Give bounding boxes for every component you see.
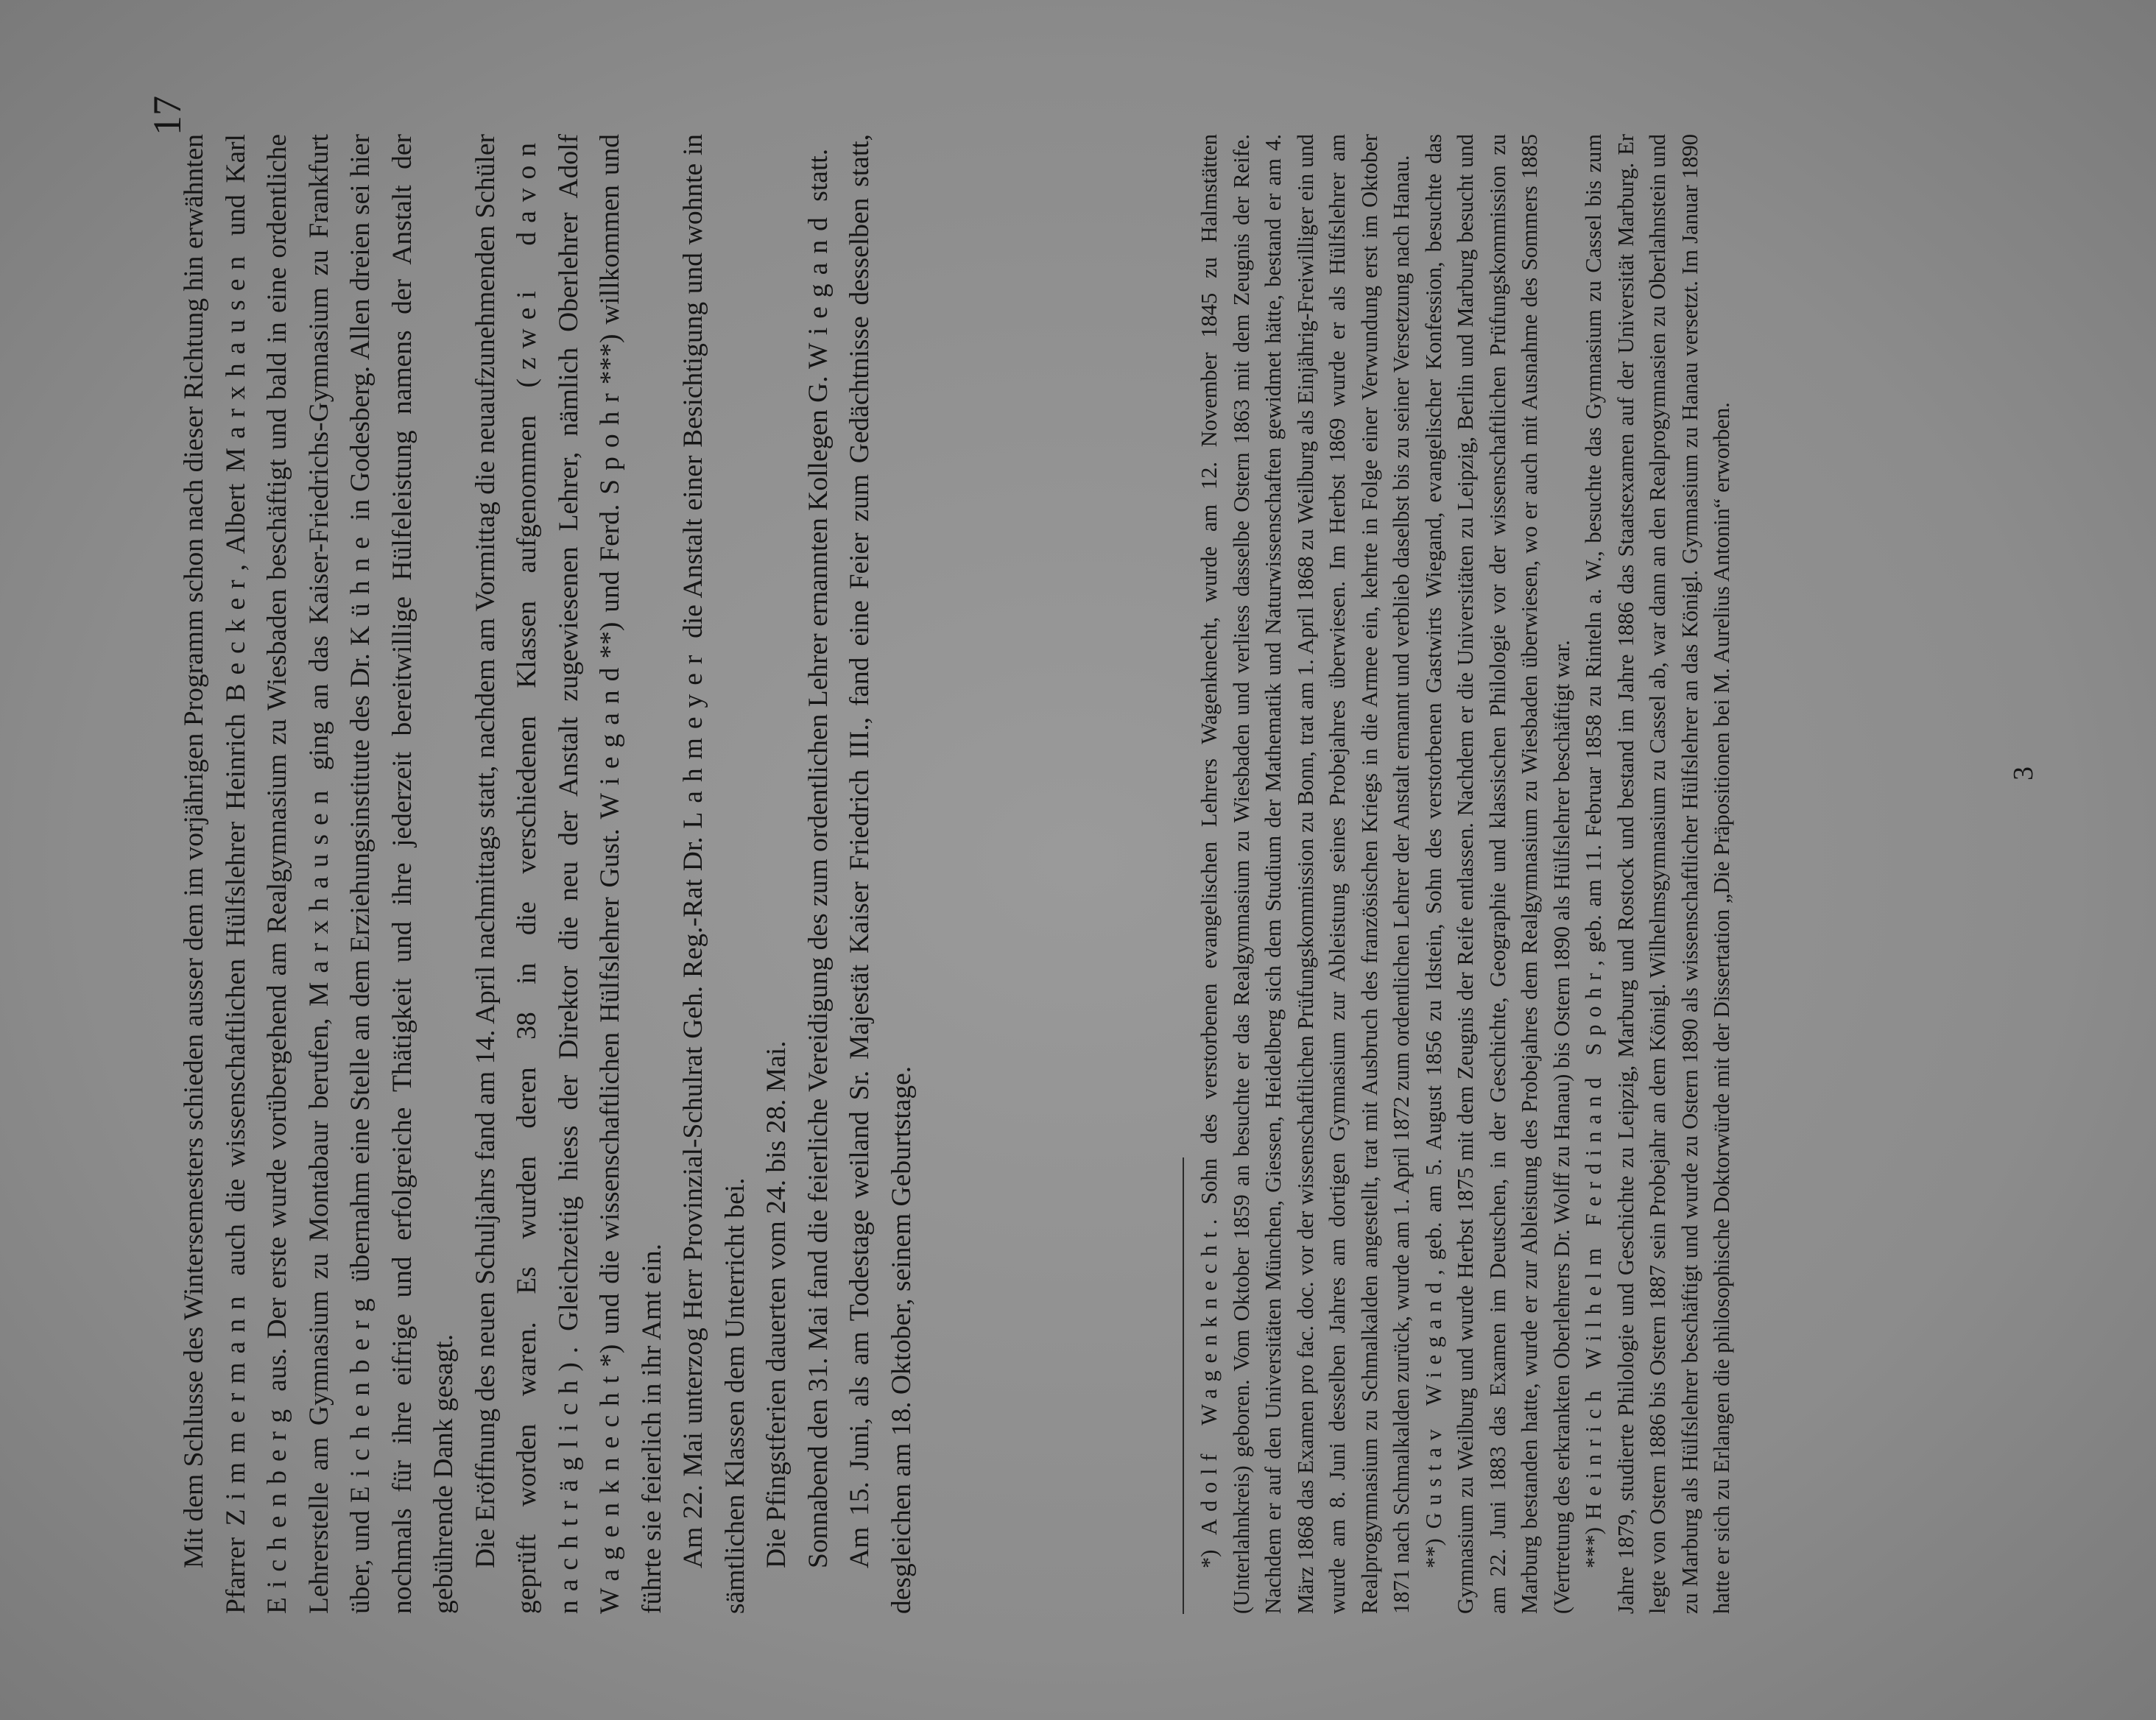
paragraph-staff-departures: Mit dem Schlusse des Wintersemesters schieden ausser dem im vorjährigen Programm schon nach dieser Richtung hin erwähnten Pfarrer Zimmermann auch die wissenschaftlichen Hülfslehrer Heinrich Becker, Albert Marxhausen und Karl Eichenberg aus. Der erste wurde vorübergehend am Realgymnasium zu Wiesbaden beschäftigt und bald in eine ordentliche Lehrerstelle am Gymnasium zu Montabaur berufen, Marxhausen ging an das Kaiser-Friedrichs-Gymnasium zu Frankfurt über, und Eichenberg übernahm eine Stelle an dem Erziehungsinstitute des Dr. Kühne in Godesberg. Allen dreien sei hier nochmals für ihre eifrige und erfolgreiche Thätigkeit und ihre jederzeit bereitwillige Hülfeleistung namens der Anstalt der gebührende Dank gesagt. [179,134,459,1614]
footnotes [1194,134,1738,1614]
paragraph-memorial: Am 15. Juni, als am Todestage weiland Sr. Majestät Kaiser Friedrich III., fand eine Feier zum Gedächtnisse desselben statt, desgleichen am 18. Oktober, seinem Geburtstage. [845,134,917,1614]
spaced-name: Gustav Wiegand [1420,1275,1446,1529]
spaced-name: Eichenberg [345,1289,376,1504]
footnote-spohr: ***) Heinrich Wilhelm Ferdinand Spohr, geb. am 11. Februar 1858 zu Rinteln a. W., besuchte das Gymnasium zu Cassel bis zum Jahre 1879, studierte Philologie und Geschichte zu Leipzig, Marburg und Rostock und bestand im Jahre 1886 das Staatsexamen auf der Universität Marburg. Er legte von Ostern 1886 bis Ostern 1887 sein Probejahr an dem Königl. Wilhelmsgymnasium zu Cassel ab, war dann an den Realprogymnasien zu Oberlahnstein und zu Marburg als Hülfslehrer beschäftigt und wurde zu Ostern 1890 als wissenschaftlicher Hülfslehrer an das Königl. Gymnasium zu Hanau versetzt. Im Januar 1890 hatte er sich zu Erlangen die philosophische Doktorwürde mit der Dissertation „Die Präpositionen bei M. Aurelius Antonin“ erworben. [1581,134,1734,1614]
spaced-note: (zwei davon nachträglich) [512,134,584,1614]
paragraph-swearing-in: Sonnabend den 31. Mai fand die feierliche Vereidigung des zum ordentlichen Lehrer ernannten Kollegen G. Wiegand statt. [803,148,834,1568]
spaced-name: Kühne [345,528,376,646]
spaced-name: Wiegand [595,658,625,820]
footnote-divider [1183,1157,1184,1614]
spaced-name: Lahmeyer [678,646,708,829]
spaced-name: Adolf Wagenknecht [1197,1224,1222,1535]
paragraph-inspection: Am 22. Mai unterzog Herr Provinzial-Schulrat Geh. Reg.-Rat Dr. Lahmeyer die Anstalt einer Besichtigung und wohnte in sämtlichen Klassen dem Unterricht bei. [678,133,750,1614]
printer-signature-mark: 3 [2008,766,2039,780]
spaced-name: Heinrich Wilhelm Ferdinand Spohr [1581,965,1606,1520]
spaced-name: Zimmermann [220,1287,251,1526]
paragraph-holidays: Die Pfingstferien dauerten vom 24. bis 28. Mai. [761,1040,792,1568]
main-text [174,134,923,1614]
spaced-name: Marxhausen [220,247,251,473]
footnote-wagenknecht: *) Adolf Wagenknecht. Sohn des verstorbenen evangelischen Lehrers Wagenknecht, wurde am 12. November 1845 zu Halmstätten (Unterlahnkreis) geboren. Vom Oktober 1859 an besuchte er das Realgymnasium zu Wiesbaden und verliess dasselbe Ostern 1863 mit dem Zeugnis der Reife. Nachdem er auf den Universitäten München, Giessen, Heidelberg sich dem Studium der Mathematik und Naturwissenschaften gewidmet hätte, bestand er am 4. März 1868 das Examen pro fac. doc. vor der wissenschaftlichen Prüfungskommission zu Bonn, trat am 1. April 1868 zu Weilburg als Einjährig-Freiwilliger ein und wurde am 8. Juni desselben Jahres am dortigen Gymnasium zur Ableistung seines Probejahres überwiesen. Im Herbst 1869 wurde er als Hülfslehrer am Realprogymnasium zu Schmalkalden angestellt, trat mit Ausbruch des französischen Kriegs in die Armee ein, kehrte in Folge einer Verwundung erst im Oktober 1871 nach Schmalkalden zurück, wurde am 1. April 1872 zum ordentlichen Lehrer der Anstalt ernannt und verblieb daselbst bis zu seiner Versetzung nach Hanau. [1197,134,1414,1614]
spaced-name: Wagenknecht [595,1367,625,1614]
rotated-document-page [130,74,2066,1649]
spaced-name: Marxhausen [303,781,334,1007]
page-number: 17 [145,96,189,135]
footnote-wiegand: **) Gustav Wiegand, geb. am 5. August 1856 zu Idstein, Sohn des verstorbenen Gastwirts Wiegand, evangelischer Konfession, besuchte das Gymnasium zu Weilburg und wurde Herbst 1875 mit dem Zeugnis der Reife entlassen. Nachdem er die Universitäten zu Leipzig, Berlin und Marburg besucht und am 22. Juni 1883 das Examen im Deutschen, in der Geschichte, Geographie und klassischen Philologie vor der wissenschaftlichen Prüfungskommission zu Marburg bestanden hatte, wurde er zur Ableistung des Probejahres dem Realgymnasium zu Wiesbaden überwiesen, wo er auch mit Ausnahme des Sommers 1885 (Vertretung des erkrankten Oberlehrers Dr. Wolff zu Hanau) bis Ostern 1890 als Hülfslehrer beschäftigt war. [1420,134,1574,1614]
spaced-name: Wiegand [803,208,834,370]
spaced-name: Becker [220,571,251,702]
spaced-name: Eichenberg [262,1400,292,1614]
spaced-name: Spohr [595,384,625,495]
paragraph-school-year-opening: Die Eröffnung des neuen Schuljahrs fand am 14. April nachmittags statt, nachdem am Vormittag die neuaufzunehmenden Schüler geprüft worden waren. Es wurden deren 38 in die verschiedenen Klassen aufgenommen (zwei davon nachträglich). Gleichzeitig hiess der Direktor die neu der Anstalt zugewiesenen Lehrer, nämlich Oberlehrer Adolf Wagenknecht*) und die wissenschaftlichen Hülfslehrer Gust. Wiegand**) und Ferd. Spohr***) willkommen und führte sie feierlich in ihr Amt ein. [470,134,667,1614]
